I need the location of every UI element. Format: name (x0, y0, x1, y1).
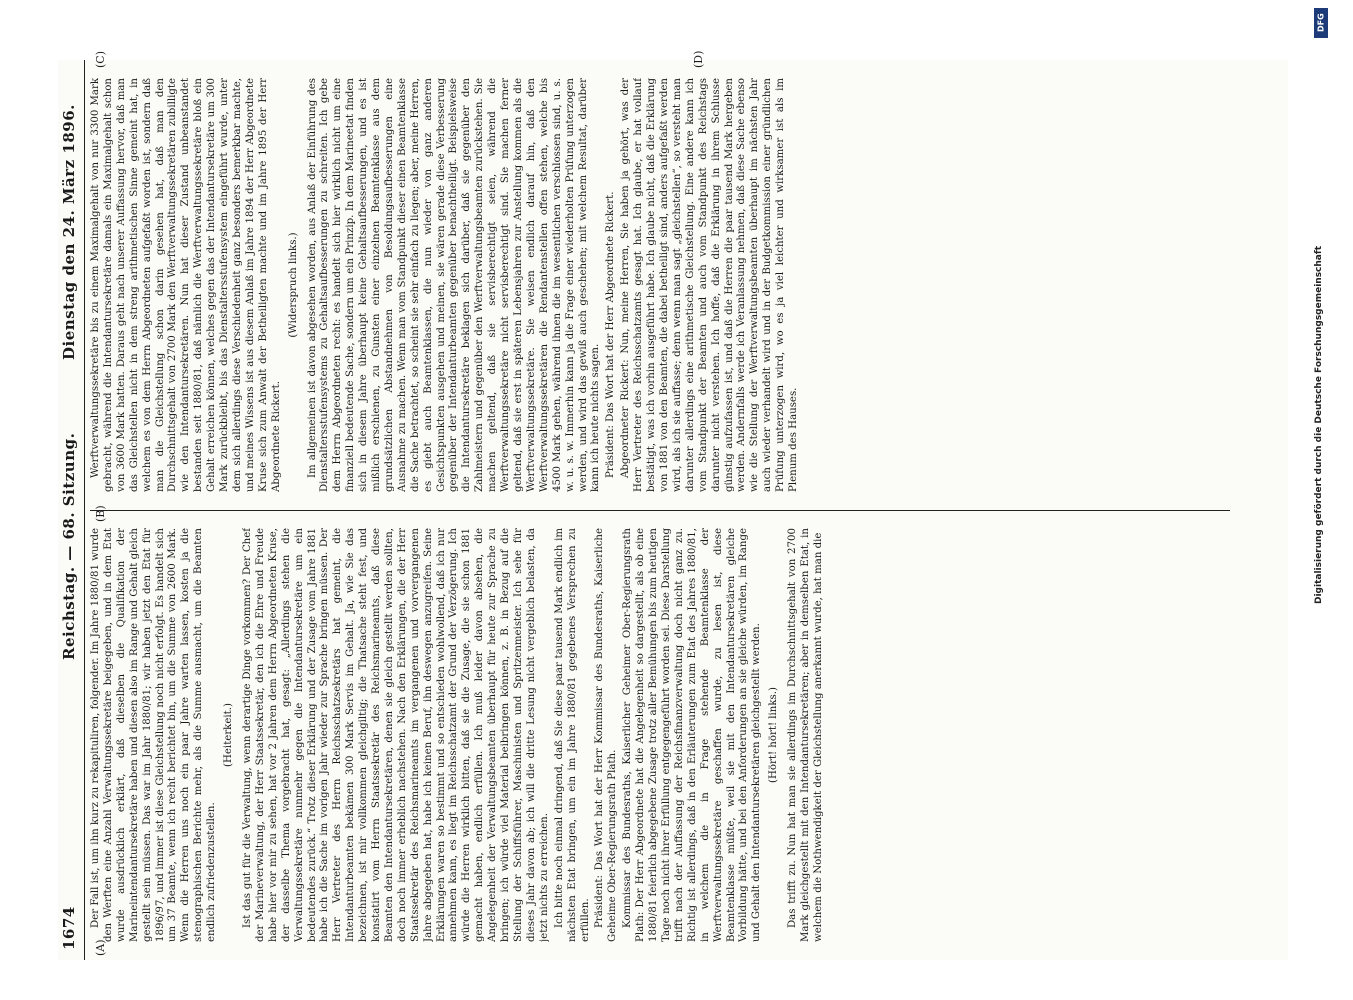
digitization-note: Digitalisierung gefördert durch die Deutsche Forschungsgemeinschaft (1314, 245, 1324, 604)
page-number: 1674 (60, 906, 78, 950)
paragraph: Der Fall ist, um ihn kurz zu rekapituliren, folgender. Im Jahre 1880/81 wurde den Werften eine Anzahl Verwaltungssekretäre beigegeben, und in dem Etat wurde ausdrücklich erklärt, daß dieselben die Qualifikation der Marineintendantursekretäre haben und diesen also im Range und Gehalt gleich gestellt sein müssen. Das war im Jahr 1880/81; wir haben jetzt den Etat für 1896/97, und immer ist diese Gleichstellung noch nicht erfolgt. Es handelt sich um 37 Beamte, wenn ich recht berichtet bin, um die Summe von 2600 Mark. Wenn die Herren uns noch ein paar Jahre warten lassen, kosten ja die stenographischen Berichte mehr, als die Summe ausmacht, um die Beamten endlich zufriedenzustellen. (90, 528, 218, 942)
rotated-document-page (58, 50, 1288, 960)
speaker-paragraph: Präsident: Das Wort hat der Herr Abgeordnete Rickert. (605, 191, 617, 478)
page-header (58, 60, 84, 960)
paragraph: Das trifft zu. Nun hat man sie allerdings im Durchschnittsgehalt von 2700 Mark gleichgestellt mit den Intendantursekretären; aber in demselben Etat, in welchem die Nothwendigkeit der Gleichstellung anerkannt wurde, hat man die (787, 528, 824, 942)
speaker-paragraph: Präsident: Das Wort hat der Herr Kommissar des Bundesraths, Kaiserliche Geheime Ober-Regierungsrath Plath. (594, 528, 619, 942)
right-text-column (90, 78, 1240, 492)
session-title: Reichstag. — 68. Sitzung. (60, 432, 78, 660)
digitization-footer (1300, 8, 1344, 992)
speaker-paragraph: Kommissar des Bundesraths, Kaiserlicher Geheimer Ober-Regierungsrath Plath: Der Herr Abgeordnete hat die Angelegenheit so dargestellt, als ob eine 1880/81 feierlich abgegebene Zusage trotz aller Bemühungen bis zum heutigen Tage noch nicht ihrer Erfüllung entgegengeführt worden sei. Diese Darstellung trifft nach der Auffassung der Reichsfinanzverwaltung doch nicht ganz zu. Richtig ist allerdings, daß in den Erläuterungen zum Etat des Jahres 1880/81, in welchem die in Frage stehende Beamtenklasse der Werftverwaltungssekretäre geschaffen wurde, zu lesen ist, diese Beamtenklasse müßte, weil sie mit den Intendantursekretären gleiche Vorbildung hätte, und bei den Anforderungen an sie gleiche würden, im Range und Gehalt den Intendantursekretären gleichgestellt werden. (622, 528, 763, 942)
column-divider (90, 510, 1230, 511)
paragraph: Werftverwaltungssekretäre bis zu einem Maximalgehalt von nur 3300 Mark gebracht, während die Intendantursekretäre damals ein Maximalgehalt schon von 3600 Mark hatten. Daraus geht nach unserer Auffassung hervor, daß man das Gleichstellen nicht in dem streng arithmetischen Sinne gemeint hat, in welchem es von dem Herrn Abgeordneten aufgefaßt worden ist, sondern daß man die Gleichstellung schon darin gesehen hat, daß man den Durchschnittsgehalt von 2700 Mark den Werftverwaltungssekretären zubilligte wie den Intendantursekretären. Nun hat dieser Zustand unbeanstandet bestanden seit 1880/81, daß nämlich die Werftverwaltungssekretäre bloß ein Gehalt erreichen können, welches gegen das der Intendantursekretäre um 300 Mark zurückbleibt, bis das Dienstaltersstufensystem eingeführt wurde, unter dem sich allerdings diese Verschiedenheit ganz besonders bemerkbar machte, und meines Wissens ist aus diesem Anlaß im Jahre 1894 der Herr Abgeordnete Kruse sich zum Anwalt der Betheiligten machte und im Jahre 1895 der Herr Abgeordnete Rickert. (90, 78, 282, 492)
left-text-column (90, 528, 1240, 942)
speaker-paragraph: Abgeordneter Rickert: Nun, meine Herren, Sie haben ja gehört, was der Herr Vertreter des Reichsschatzamts gesagt hat. Ich glaube, er hat vollauf bestätigt, was ich vorhin ausgeführt habe. Ich glaube nicht, daß die Erklärung von 1881 von den Beamten, die dabei betheiligt sind, anders aufgefaßt werden wird, als ich sie auffasse; denn wenn man sagt „gleichstellen“, so versteht man darunter allerdings eine arithmetische Gleichstellung. Eine andere kann ich vom Standpunkt der Beamten und auch vom Standpunkt des Reichstags darunter nicht verstehen. Ich hoffe, daß die Erklärung in ihrem Schlusse günstig aufzufassen ist, und daß die Herren die paar tausend Mark hergeben werden. Andernfalls werde ich Veranlassung nehmen, daß diese Sache ebenso wie die Stellung der Werftverwaltungsbeamten überhaupt im nächsten Jahr auch wieder verhandelt wird und in der Budgetkommission einer gründlichen Prüfung unterzogen wird, wo es ja viel leichter und wirksamer ist als im Plenum des Hauses. (620, 78, 800, 492)
margin-marker-b: (B) (94, 505, 107, 522)
session-date: Dienstag den 24. März 1896. (60, 104, 78, 360)
interjection: (Widerspruch links.) (287, 232, 299, 338)
paragraph: Ist das gut für die Verwaltung, wenn derartige Dinge vorkommen? Der Chef der Marineverwaltung, der Herr Staatssekretär, den ich die Ehre und Freude habe hier vor mir zu sehen, hat vor 2 Jahren dem Herrn Abgeordneten Kruse, der dasselbe Thema vorgebracht hat, gesagt: „Allerdings stehen die Verwaltungssekretäre nunmehr gegen die Intendantursekretäre um ein bedeutendes zurück.“ Trotz dieser Erklärung und der Zusage vom Jahre 1881 habe ich die Sache im vorigen Jahr wieder zur Sprache bringen müssen. Der Herr Vertreter des Herrn Reichsschatzsekretärs hat gemeint, die Intendanturbeamten bekämen 300 Mark Servis im Gehalt. Ja, wie Sie das bezeichnen, ist mir vollkommen gleichgiltig; die Thatsache steht fest, und konstatirt vom Herrn Staatssekretär des Reichsmarineamts, daß diese Beamten den Intendantursekretären, denen sie gleich gestellt werden sollten, doch noch immer erheblich nachstehen. Nach den Erklärungen, die der Herr Staatssekretär des Reichsmarineamts im vergangenen und vorvergangenen Jahre abgegeben hat, habe ich keinen Beruf, ihn deswegen anzugreifen. Seine Erklärungen waren so bestimmt und so entschieden wohlwollend, daß ich nur annehmen kann, es liegt im Reichsschatzamt der Grund der Verzögerung. Ich würde die Herren wirklich bitten, daß sie die Zusage, die sie schon 1881 gemacht haben, endlich erfüllen. Ich muß leider davon absehen, die Angelegenheit der Verwaltungsbeamten überhaupt für heute zur Sprache zu bringen; ich würde viel Material beibringen können, z. B. in Bezug auf die Stellung der Schiffsführer, Maschinisten und Spritzenmeister. Ich sehe für dieses Jahr davon ab; ich will die dritte Lesung nicht vergeblich belasten, da jetzt nichts zu erreichen. (241, 528, 550, 942)
header-rule (84, 60, 85, 960)
margin-marker-c: (C) (94, 51, 107, 68)
dfg-logo-badge: DFG (1314, 8, 1328, 38)
interjection: (Hört! hört! links.) (768, 687, 780, 783)
paragraph: Im allgemeinen ist davon abgesehen worden, aus Anlaß der Einführung des Dienstaltersstufensystems zu Gehaltsaufbesserungen zu schreiten. Ich gebe dem Herrn Abgeordneten recht: es handelt sich hier wirklich nicht um eine finanziell bedeutende Sache, sondern um ein Prinzip. In dem Marineetat finden sich in diesem Jahre überhaupt keine Gehaltsaufbesserungen, und es ist mißlich erschienen, zu Gunsten einer einzelnen Beamtenklasse aus dem grundsätzlichen Abstandnehmen von Besoldungsaufbesserungen eine Ausnahme zu machen. Wenn man vom Standpunkt dieser einen Beamtenklasse die Sache betrachtet, so scheint sie sehr einfach zu liegen; aber, meine Herren, es giebt auch Beamtenklassen, die nun wieder von ganz anderen Gesichtspunkten ausgehen und meinen, sie wären gerade diese Verbesserung gegenüber der Intendanturbeamten gegenüber benachtheiligt. Beispielsweise die Intendantursekretäre beklagen sich darüber, daß sie gegenüber den Zahlmeistern und gegenüber den Werftverwaltungsbeamten zurückstehen. Sie machen geltend, daß sie servisberechtigt seien, während die Werftverwaltungssekretäre nicht servisberechtigt sind. Sie machen ferner geltend, daß sie erst in späteren Lebensjahren zur Anstellung kommen als die Werftverwaltungssekretäre. Sie weisen endlich darauf hin, daß den Werftverwaltungssekretären die Rendantenstellen offen stehen, welche bis 4500 Mark gehen, während ihnen die im wesentlichen verschlossen sind, u. s. w. u. s. w. Immerhin kann ja die Frage einer wiederholten Prüfung unterzogen werden, und wird das gewiß auch geschehen; mit welchem Resultat, darüber kann ich heute nichts sagen. (306, 78, 602, 492)
interjection: (Heiterkeit.) (223, 703, 235, 767)
margin-marker-a: (A) (94, 939, 107, 956)
margin-marker-d: (D) (692, 50, 705, 68)
paragraph: Ich bitte noch einmal dringend, daß Sie diese paar tausend Mark endlich im nächsten Etat bringen, um ein im Jahre 1880/81 gegebenes Versprechen zu erfüllen. (553, 528, 591, 942)
